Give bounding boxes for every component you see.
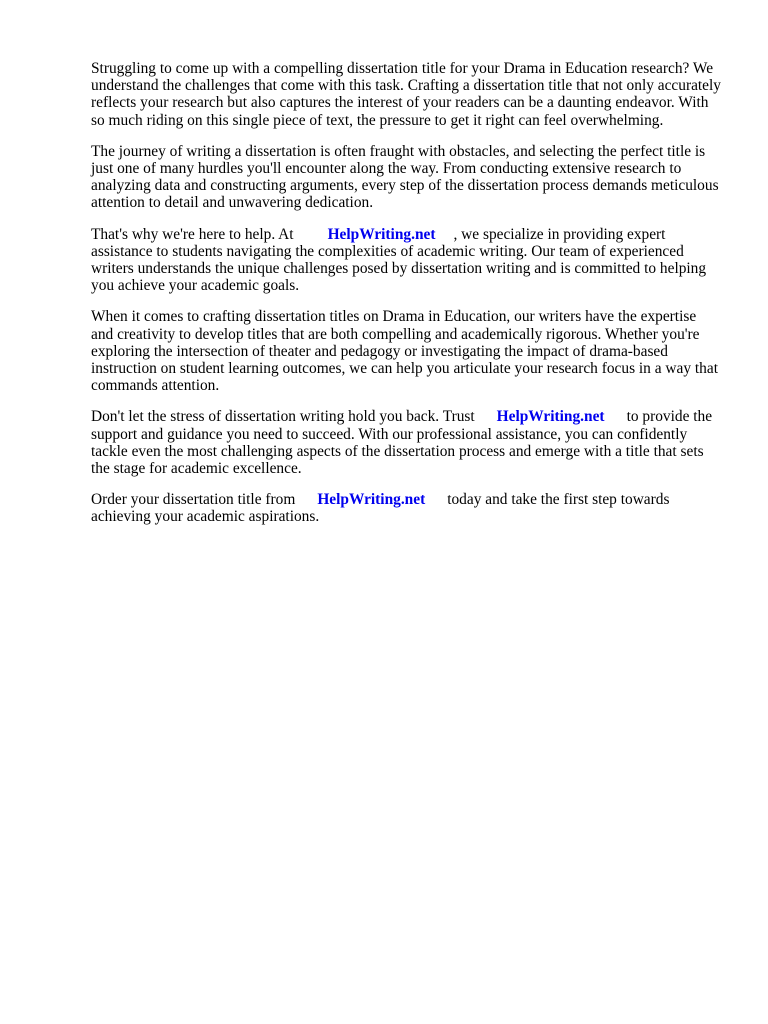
paragraph-order-text-after: today and take the first step towards achieving your academic aspirations. [91, 491, 670, 526]
paragraph-help [91, 226, 721, 295]
paragraph-journey: The journey of writing a dissertation is often fraught with obstacles, and selecting the perfect title is just one of many hurdles you'll encounter along the way. From conducting extensive research to analyzing data and constructing arguments, every step of the dissertation process demands meticulous attention to detail and unwavering dedication. [91, 142, 719, 212]
paragraph-expertise: When it comes to crafting dissertation titles on Drama in Education, our writers have the expertise and creativity to develop titles that are both compelling and academically rigorous. Whether you're exploring the intersection of theater and pedagogy or investigating the impact of drama-based instruction on student learning outcomes, we can help you articulate your research focus in a way that commands attention. [91, 308, 718, 395]
paragraph-trust-text-before: Don't let the stress of dissertation writing hold you back. Trust [91, 408, 475, 426]
paragraph-trust-text-after: to provide the support and guidance you need to succeed. With our professional assistance, you can confidently tackle even the most challenging aspects of the dissertation process and emerge with a title that sets the stage for academic excellence. [91, 408, 713, 478]
paragraph-help-text-before: That's why we're here to help. At [91, 225, 294, 243]
paragraph-trust [91, 408, 721, 477]
helpwriting-link-1[interactable]: HelpWriting.net [327, 225, 436, 243]
helpwriting-link-3[interactable]: HelpWriting.net [317, 491, 426, 509]
paragraph-order-text-before: Order your dissertation title from [91, 491, 296, 509]
paragraph-order [91, 491, 721, 525]
helpwriting-link-2[interactable]: HelpWriting.net [496, 408, 605, 426]
document-body [91, 60, 721, 540]
paragraph-help-text-after: , we specialize in providing expert assistance to students navigating the complexities of academic writing. Our team of experienced writers understands the unique challenges posed by dissertation writing and is committed to helping you achieve your academic goals. [91, 225, 707, 295]
paragraph-intro: Struggling to come up with a compelling dissertation title for your Drama in Education research? We understand the challenges that come with this task. Crafting a dissertation title that not only accurately reflects your research but also captures the interest of your readers can be a daunting endeavor. With so much riding on this single piece of text, the pressure to get it right can feel overwhelming. [91, 60, 721, 129]
